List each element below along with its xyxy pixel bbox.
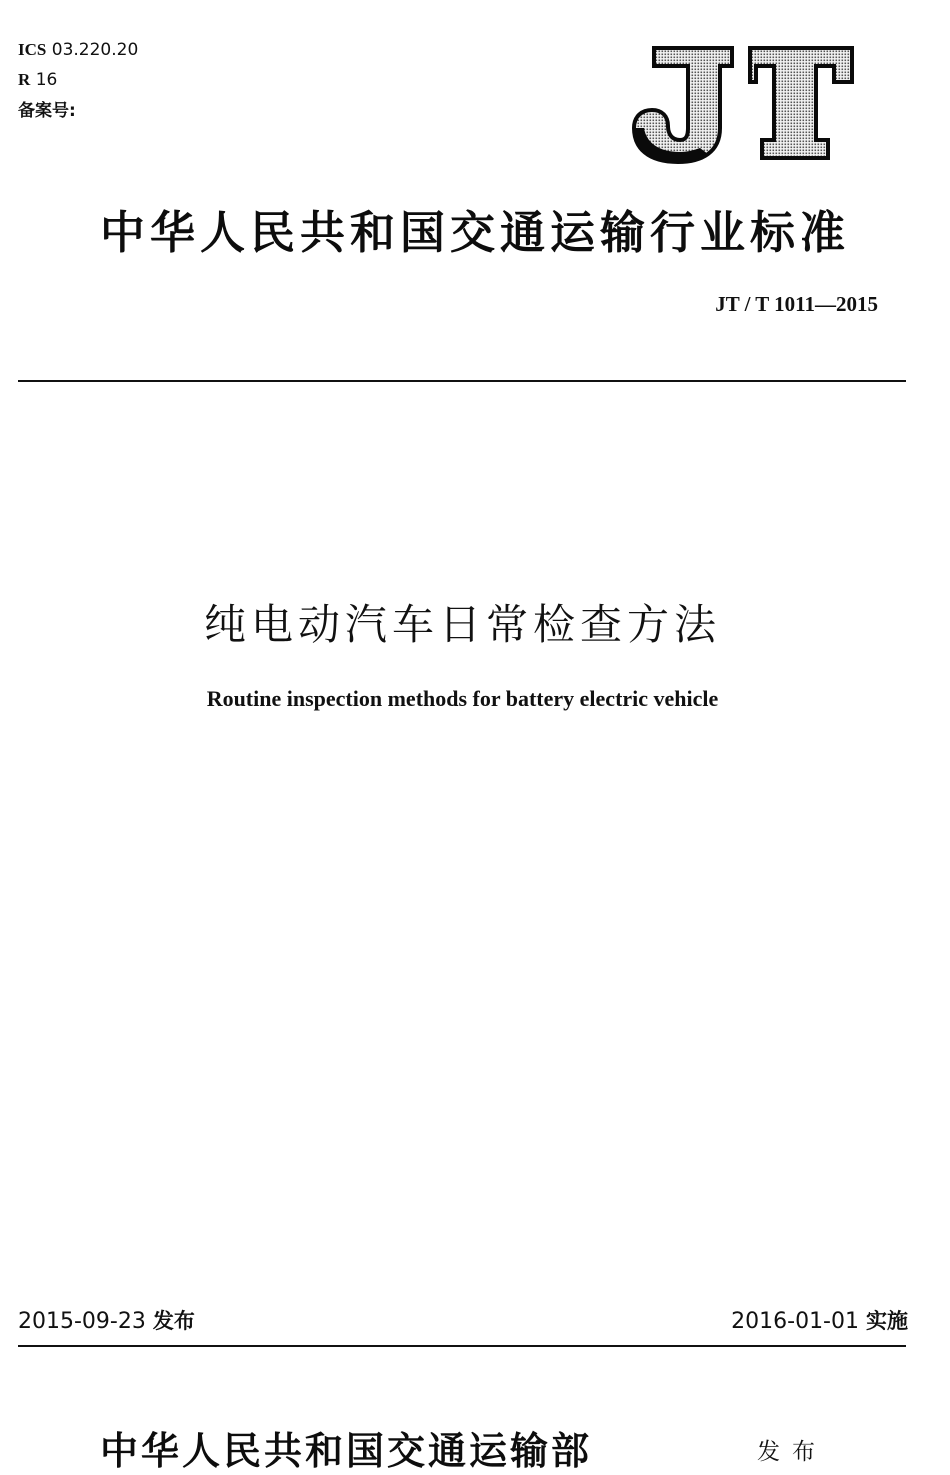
class-line [18, 70, 57, 90]
standard-title: 中华人民共和国交通运输行业标准 [99, 206, 850, 259]
record-number-label: 备案号: [18, 101, 76, 121]
issue-date-line [18, 1305, 195, 1335]
class-label: R [18, 70, 31, 89]
ics-line [18, 40, 138, 60]
class-code: 16 [35, 70, 58, 90]
ics-label: ICS [18, 40, 47, 59]
top-divider [18, 380, 906, 382]
effective-date-line [731, 1305, 908, 1335]
document-title-cn: 纯电动汽车日常检查方法 [203, 600, 721, 649]
issue-date: 2015-09-23 [18, 1309, 146, 1334]
jt-logo [628, 44, 858, 166]
publish-word: 发布 [757, 1439, 827, 1465]
publisher-name: 中华人民共和国交通运输部 [100, 1428, 593, 1473]
issue-word: 发布 [152, 1309, 195, 1333]
effective-word: 实施 [866, 1309, 908, 1333]
effective-date: 2016-01-01 [731, 1309, 859, 1334]
ics-code: 03.220.20 [51, 40, 139, 60]
document-title-en: Routine inspection methods for battery electric vehicle [206, 686, 719, 711]
standard-number: JT / T 1011—2015 [715, 292, 878, 316]
bottom-divider [18, 1345, 906, 1347]
